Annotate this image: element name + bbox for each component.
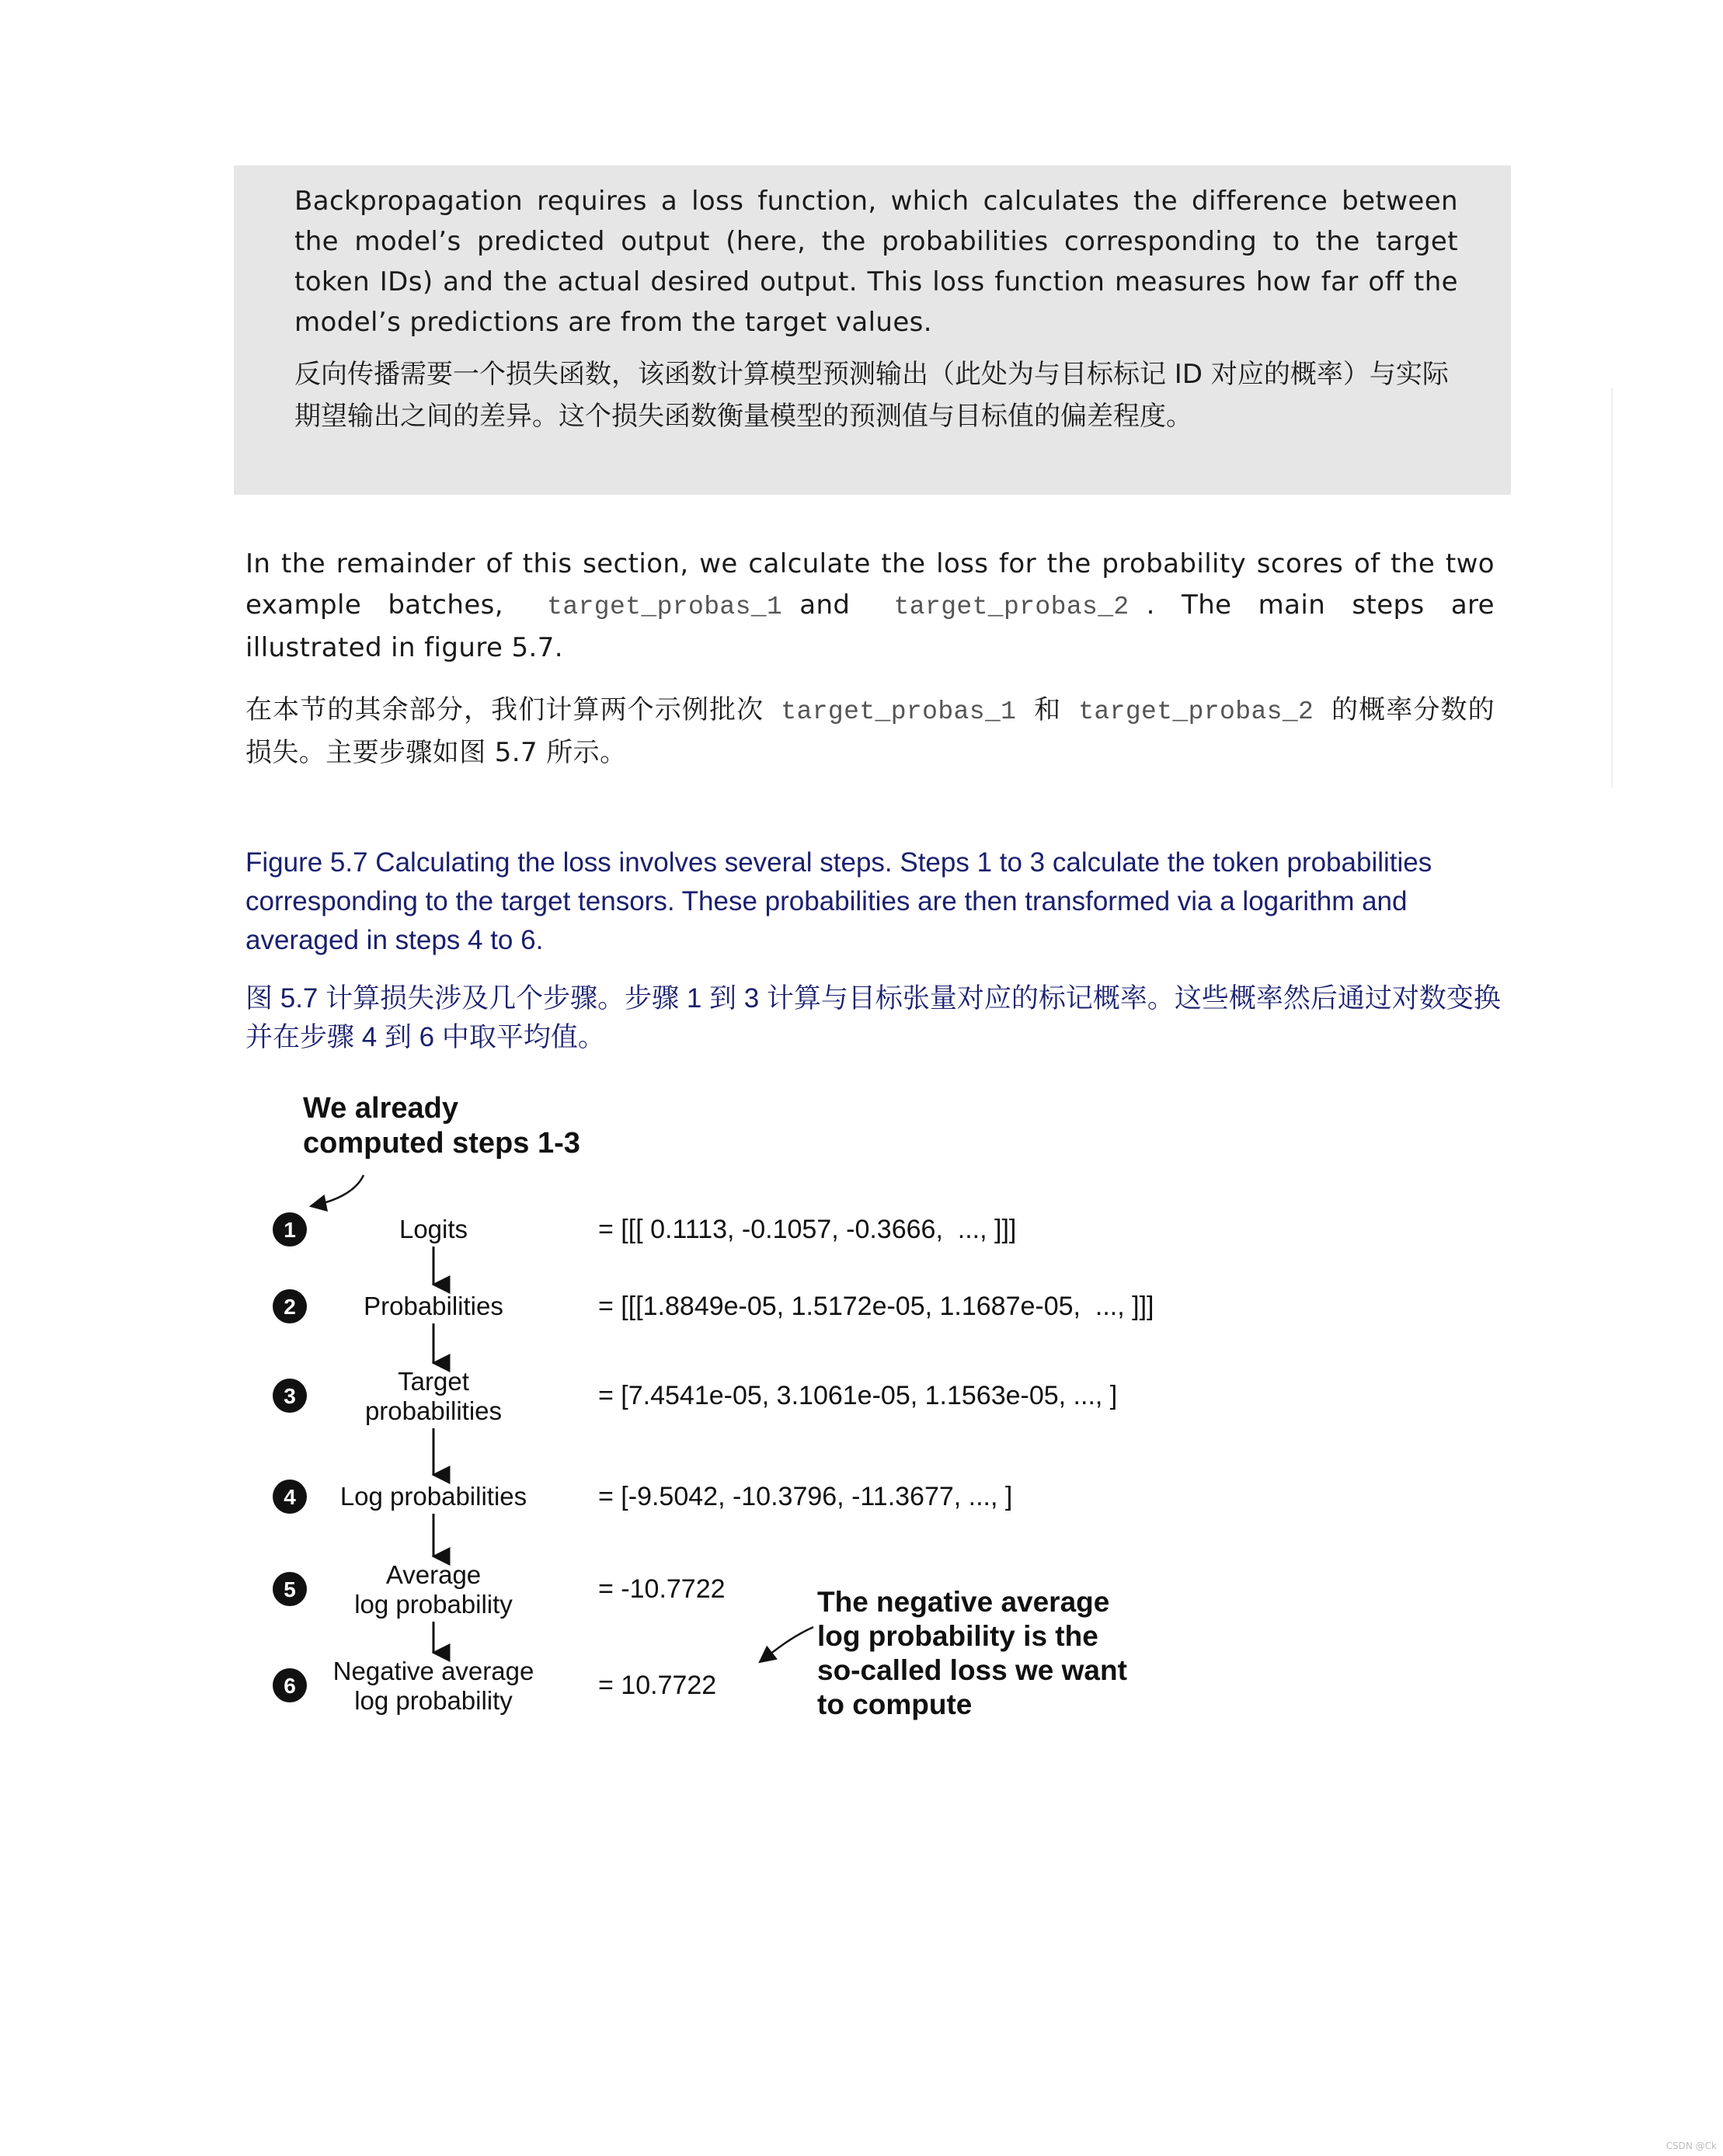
- note-top-arrow: [311, 1175, 364, 1206]
- step-3-label: probabilities: [364, 1396, 503, 1425]
- body-text-part2: . The main steps are illustrated in figure 5.7.: [245, 589, 1495, 663]
- step-5-number: 5: [284, 1577, 296, 1601]
- note-bottom-arrow: [760, 1627, 813, 1662]
- body-paragraph-english: [245, 544, 1495, 669]
- step-6-number: 6: [284, 1674, 296, 1698]
- step-2-label: Probabilities: [364, 1292, 503, 1320]
- figure-caption-chinese: 图 5.7 计算损失涉及几个步骤。步骤 1 到 3 计算与目标张量对应的标记概率。这些概率然后通过对数变换并在步骤 4 到 6 中取平均值。: [245, 983, 1501, 1052]
- step-4-number: 4: [284, 1485, 296, 1509]
- code-zh-target-probas-1: target_probas_1: [781, 697, 1017, 726]
- quote-chinese: 反向传播需要一个损失函数，该函数计算模型预测输出（此处为与目标标记 ID 对应的概率）与实际期望输出之间的差异。这个损失函数衡量模型的预测值与目标值的偏差程度。: [294, 359, 1449, 432]
- code-zh-target-probas-2: target_probas_2: [1078, 697, 1314, 726]
- step-4-value: = [-9.5042, -10.3796, -11.3677, ..., ]: [598, 1482, 1013, 1511]
- step-3-value: = [7.4541e-05, 3.1061e-05, 1.1563e-05, ..., ]: [598, 1381, 1118, 1410]
- note-bottom-line-1: The negative average: [817, 1586, 1110, 1618]
- body-paragraph-chinese: [245, 690, 1495, 774]
- body-zh-and: 和: [1033, 694, 1062, 725]
- code-target-probas-2: target_probas_2: [893, 593, 1130, 621]
- step-1-value: = [[[ 0.1113, -0.1057, -0.3666, ..., ]]]: [598, 1215, 1017, 1244]
- step-5-label: Average: [385, 1560, 482, 1589]
- body-text-part1: In the remainder of this section, we calculate the loss for the probability scores of the two example batches,: [245, 548, 1495, 621]
- quote-box: [234, 165, 1511, 495]
- step-1-label: Logits: [399, 1215, 468, 1243]
- step-6-label: Negative average: [332, 1657, 534, 1685]
- note-bottom-line-3: so-called loss we want: [817, 1654, 1127, 1686]
- code-target-probas-1: target_probas_1: [547, 593, 783, 621]
- note-top-line-1: We already: [303, 1092, 458, 1125]
- step-4-label: Log probabilities: [339, 1482, 527, 1511]
- step-6-value: = 10.7722: [598, 1671, 717, 1700]
- note-bottom-line-4: to compute: [817, 1688, 973, 1720]
- body-zh-part2: 的概率分数的损失。主要步骤如图 5.7 所示。: [245, 694, 1495, 768]
- step-3-label: Target: [398, 1367, 469, 1396]
- step-1-number: 1: [284, 1218, 296, 1242]
- figure-caption-english: Figure 5.7 Calculating the loss involves several steps. Steps 1 to 3 calculate the token probabilities corresponding to the target tensors. These probabilities are then transformed via a logarithm and averaged in steps 4 to 6.: [245, 847, 1432, 955]
- step-3-number: 3: [284, 1384, 296, 1408]
- step-2-number: 2: [284, 1295, 296, 1319]
- body-zh-part1: 在本节的其余部分，我们计算两个示例批次: [245, 694, 764, 725]
- page-edge-rule: [1611, 388, 1613, 788]
- quote-english: Backpropagation requires a loss function, which calculates the difference between the model’s predicted output (here, the probabilities corresponding to the target token IDs) and the actual desired output. This loss function measures how far off the model’s predictions are from the target values.: [294, 186, 1458, 338]
- watermark: CSDN @Ck: [1666, 2140, 1717, 2151]
- loss-steps-diagram: [264, 1083, 1507, 1728]
- note-top-line-2: computed steps 1-3: [303, 1127, 580, 1160]
- step-5-label: log probability: [354, 1590, 513, 1619]
- body-text-and: and: [799, 589, 851, 621]
- step-6-label: log probability: [354, 1686, 513, 1715]
- note-bottom-line-2: log probability is the: [817, 1620, 1098, 1652]
- step-2-value: = [[[1.8849e-05, 1.5172e-05, 1.1687e-05, ..., ]]]: [598, 1292, 1154, 1321]
- step-5-value: = -10.7722: [598, 1574, 726, 1604]
